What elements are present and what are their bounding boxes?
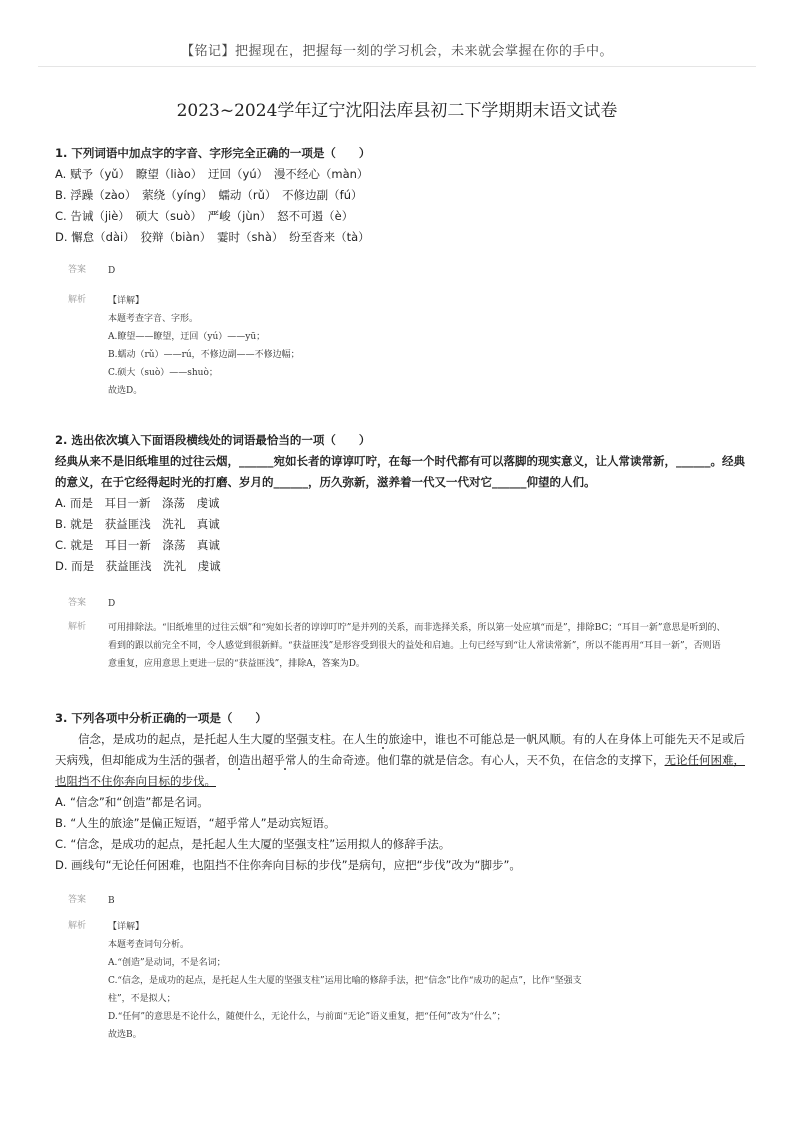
- option-c: C. 告诫（jiè） 硕大（suò） 严峻（jùn） 怒不可遏（è）: [55, 209, 354, 223]
- analysis-text: 【详解】 本题考查词句分析。 A.“创造”是动词，不是名词； C.“信念，是成功的起点，是托起人生大厦的坚强支柱”运用比喻的修辞手法，把“信念”比作“成功的起点”，比作“坚强支 柱”，不是拟人； D.“任何”的意思是不论什么，随便什么，无论什么，与前面“无论”语义重复，把“任何”改为“什么”； 故选B。: [108, 922, 582, 1040]
- analysis-label: 解析: [68, 921, 87, 931]
- header-divider: [38, 66, 756, 67]
- answer-label: 答案: [68, 265, 87, 275]
- option-b: B. 浮躁（zào） 萦绕（yíng） 蠕动（rǔ） 不修边副（fú）: [55, 188, 363, 202]
- question-heading: 2. 选出依次填入下面语段横线处的词语最恰当的一项（ ）: [55, 433, 371, 447]
- motto-banner: 【铭记】把握现在，把握每一刻的学习机会，未来就会掌握在你的手中。: [180, 44, 613, 59]
- analysis-label: 解析: [68, 622, 87, 632]
- answer-value: D: [108, 599, 116, 609]
- question-stem: 经典从来不是旧纸堆里的过往云烟，______宛如长者的谆谆叮咛，在每一个时代都有可以落脚的现实意义，让人常读常新，______。经典的意义，在于它经得起时光的打磨、岁月的______，历久弥新，滋养着一代又一代对它______仰望的人们。: [55, 454, 745, 489]
- question-heading: 3. 下列各项中分析正确的一项是（ ）: [55, 711, 267, 725]
- question-2: [55, 430, 745, 577]
- page-title: 2023~2024学年辽宁沈阳法库县初二下学期期末语文试卷: [176, 101, 618, 121]
- answer-block-2: [68, 595, 728, 673]
- analysis-label: 解析: [68, 295, 87, 305]
- dotted-word: 信念: [78, 732, 101, 746]
- option-b: B. “人生的旅途”是偏正短语，“超乎常人”是动宾短语。: [55, 816, 336, 830]
- option-a: A. “信念”和“创造”都是名词。: [55, 795, 209, 809]
- dotted-word: 人生的旅途: [354, 732, 412, 746]
- option-d: D. 而是 获益匪浅 洗礼 虔诚: [55, 559, 221, 573]
- answer-label: 答案: [68, 895, 87, 905]
- question-3: [55, 708, 745, 876]
- question-1: [55, 143, 745, 248]
- analysis-text: 【详解】 本题考查字音、字形。 A.瞭望——瞭望，迂回（yú）——yū； B.蠕动（rǔ）——rú，不修边副——不修边幅； C.硕大（suò）——shuò； 故选D。: [108, 296, 300, 396]
- option-d: D. 画线句“无论任何困难，也阻挡不住你奔向目标的步伐”是病句，应把“步伐”改为“脚步”。: [55, 858, 521, 872]
- option-c: C. 就是 耳目一新 涤荡 真诚: [55, 538, 220, 552]
- dotted-word: 创造: [227, 753, 251, 767]
- answer-block-3: [68, 892, 728, 1044]
- option-b: B. 就是 获益匪浅 洗礼 真诚: [55, 517, 220, 531]
- question-passage: 信念，是成功的起点，是托起人生大厦的坚强支柱。在人生的旅途中，谁也不可能总是一帆风顺。有的人在身体上可能先天不足或后天病残，但却能成为生活的强者，创造出超乎常人的生命奇迹。他们靠的就是信念。有心人，天不负，在信念的支撑下，无论任何困难，也阻挡不住你奔向目标的步伐。: [55, 732, 745, 788]
- option-a: A. 赋予（yǔ） 瞭望（liào） 迂回（yú） 漫不经心（màn）: [55, 167, 369, 181]
- analysis-text: 可用排除法。“旧纸堆里的过往云烟”和“宛如长者的谆谆叮咛”是并列的关系，而非选择关系，所以第一处应填“而是”，排除BC；“耳目一新”意思是听到的、看到的跟以前完全不同，令人感觉到很新鲜。“获益匪浅”是形容受到很大的益处和启迪。上句已经写到“让人常读常新”，所以不能再用“耳目一新”，否则语意重复，应用意思上更进一层的“获益匪浅”，排除A，答案为D。: [108, 623, 726, 669]
- answer-value: D: [108, 266, 116, 276]
- option-c: C. “信念，是成功的起点，是托起人生大厦的坚强支柱”运用拟人的修辞手法。: [55, 837, 451, 851]
- underlined-sentence: 无论任何困难，也阻挡不住你奔向目标的步伐。: [55, 753, 745, 788]
- dotted-word: 超乎常人: [262, 753, 308, 767]
- option-a: A. 而是 耳目一新 涤荡 虔诚: [55, 496, 220, 510]
- answer-label: 答案: [68, 598, 87, 608]
- option-d: D. 懈怠（dài） 狡辩（biàn） 霎时（shà） 纷至沓来（tà）: [55, 230, 370, 244]
- answer-block-1: [68, 262, 728, 400]
- question-heading: 1. 下列词语中加点字的字音、字形完全正确的一项是（ ）: [55, 146, 371, 160]
- answer-value: B: [108, 896, 115, 906]
